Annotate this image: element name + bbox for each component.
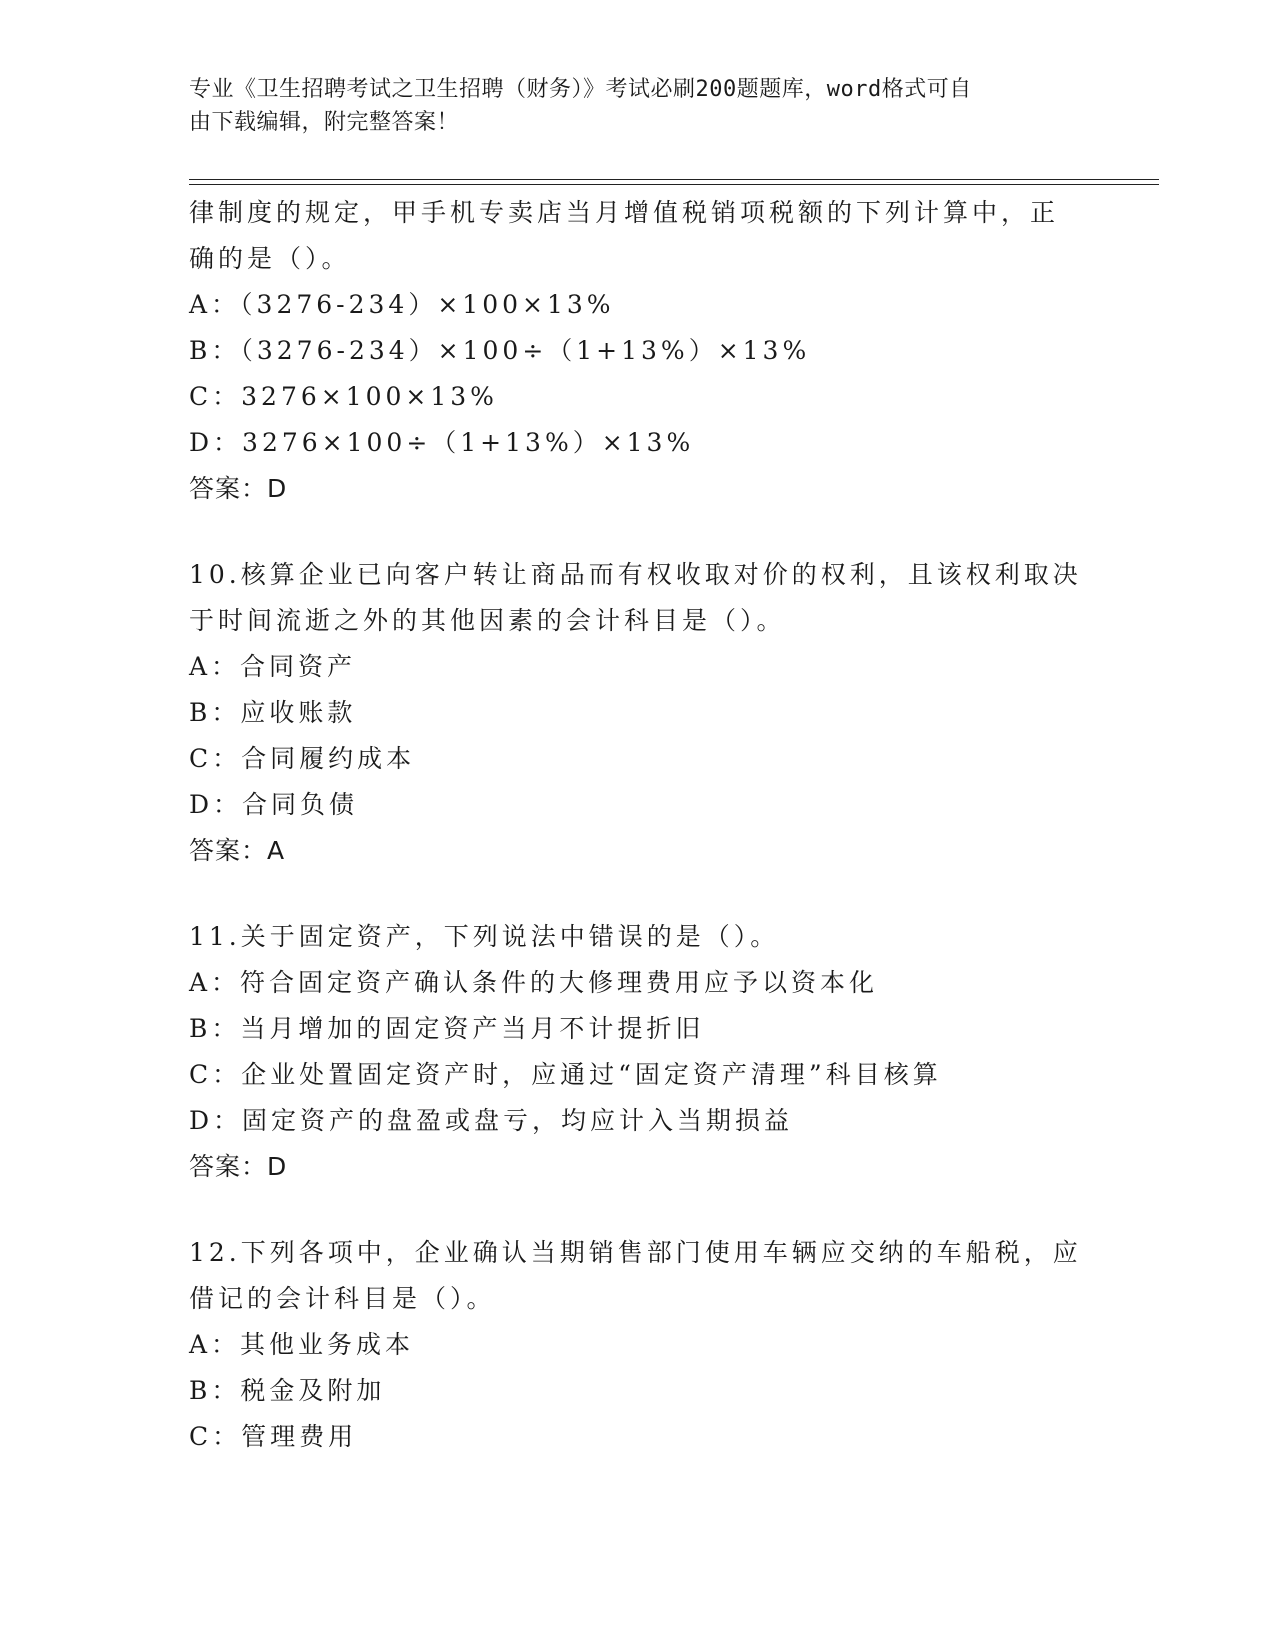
- header-title-line-1: 专业《卫生招聘考试之卫生招聘（财务）》考试必刷200题题库，word格式可自: [189, 77, 972, 102]
- document-header: [189, 73, 1069, 139]
- header-divider-bottom: [189, 184, 1159, 185]
- question-stem: 律制度的规定，甲手机专卖店当月增值税销项税额的下列计算中，正: [189, 198, 1060, 227]
- option-b: B：税金及附加: [189, 1376, 386, 1405]
- option-b: B：（3276-234）×100÷（1+13%）×13%: [189, 336, 811, 365]
- option-a: A：符合固定资产确认条件的大修理费用应予以资本化: [189, 968, 879, 997]
- option-b: B：应收账款: [189, 698, 357, 727]
- answer: 答案：D: [189, 474, 288, 503]
- option-d: D：固定资产的盘盈或盘亏，均应计入当期损益: [189, 1106, 794, 1135]
- question-12: [189, 1230, 1089, 1460]
- answer: 答案：A: [189, 836, 286, 865]
- header-title-line-2: 由下载编辑，附完整答案！: [189, 110, 460, 135]
- spacer: [189, 1190, 1089, 1230]
- question-11: [189, 914, 1089, 1190]
- answer: 答案：D: [189, 1152, 288, 1181]
- question-stem: 10.核算企业已向客户转让商品而有权收取对价的权利，且该权利取决: [189, 560, 1082, 589]
- question-list: [189, 190, 1089, 1460]
- spacer: [189, 874, 1089, 914]
- question-stem: 确的是（）。: [189, 244, 351, 273]
- question-stem: 12.下列各项中，企业确认当期销售部门使用车辆应交纳的车船税，应: [189, 1238, 1082, 1267]
- option-b: B：当月增加的固定资产当月不计提折旧: [189, 1014, 705, 1043]
- option-d: D：合同负债: [189, 790, 359, 819]
- option-c: C：企业处置固定资产时，应通过“固定资产清理”科目核算: [189, 1060, 942, 1089]
- spacer: [189, 512, 1089, 552]
- option-c: C：合同履约成本: [189, 744, 416, 773]
- option-a: A：（3276-234）×100×13%: [189, 290, 615, 319]
- header-divider-top: [189, 179, 1159, 180]
- option-c: C：3276×100×13%: [189, 382, 498, 411]
- question-9: [189, 190, 1089, 512]
- option-a: A：合同资产: [189, 652, 357, 681]
- question-stem: 于时间流逝之外的其他因素的会计科目是（）。: [189, 606, 786, 635]
- option-d: D：3276×100÷（1+13%）×13%: [189, 428, 695, 457]
- question-stem: 借记的会计科目是（）。: [189, 1284, 496, 1313]
- question-stem: 11.关于固定资产，下列说法中错误的是（）。: [189, 922, 780, 951]
- option-c: C：管理费用: [189, 1422, 358, 1451]
- option-a: A：其他业务成本: [189, 1330, 415, 1359]
- question-10: [189, 552, 1089, 874]
